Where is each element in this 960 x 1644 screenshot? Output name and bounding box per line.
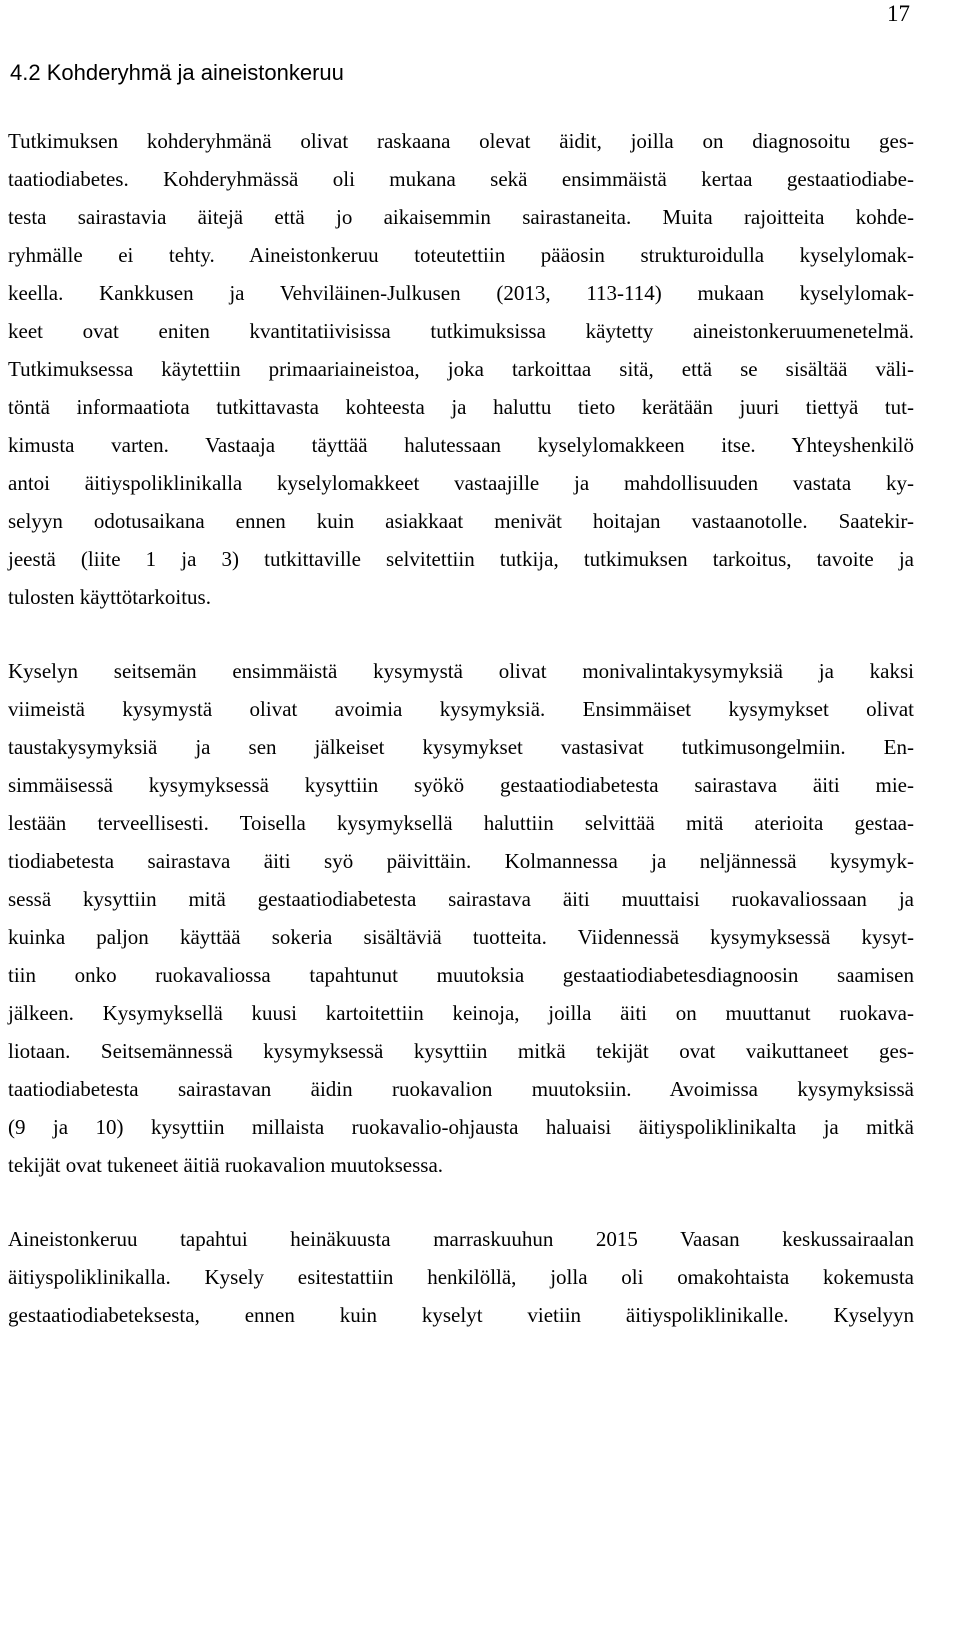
paragraph-line: tiodiabetesta sairastava äiti syö päivittäin. Kolmannessa ja neljännessä kysymyk- <box>8 849 914 873</box>
paragraph-line: Aineistonkeruu tapahtui heinäkuusta marraskuuhun 2015 Vaasan keskussairaalan <box>8 1227 914 1251</box>
paragraph-line: taustakysymyksiä ja sen jälkeiset kysymykset vastasivat tutkimusongelmiin. En- <box>8 735 914 759</box>
paragraph-line: keet ovat eniten kvantitatiivisissa tutkimuksissa käytetty aineistonkeruumenetelmä. <box>8 319 914 343</box>
paragraph-line: tiin onko ruokavaliossa tapahtunut muutoksia gestaatiodiabetesdiagnoosin saamisen <box>8 963 914 987</box>
paragraphs-container <box>8 122 914 1334</box>
paragraph-line: taatiodiabetesta sairastavan äidin ruokavalion muutoksiin. Avoimissa kysymyksissä <box>8 1077 914 1101</box>
paragraph-line: tulosten käyttötarkoitus. <box>8 585 211 609</box>
paragraph-line: Kyselyn seitsemän ensimmäistä kysymystä olivat monivalintakysymyksiä ja kaksi <box>8 659 914 683</box>
paragraph-line: kimusta varten. Vastaaja täyttää halutessaan kyselylomakkeen itse. Yhteyshenkilö <box>8 433 914 457</box>
paragraph-line: jälkeen. Kysymyksellä kuusi kartoitettiin keinoja, joilla äiti on muuttanut ruokava- <box>8 1001 914 1025</box>
paragraph-line: liotaan. Seitsemännessä kysymyksessä kysyttiin mitkä tekijät ovat vaikuttaneet ges- <box>8 1039 914 1063</box>
paragraph-3 <box>8 1220 914 1334</box>
paragraph-line: sessä kysyttiin mitä gestaatiodiabetesta sairastava äiti muuttaisi ruokavaliossaan ja <box>8 887 914 911</box>
paragraph-2 <box>8 652 914 1184</box>
paragraph-line: töntä informaatiota tutkittavasta kohteesta ja haluttu tieto kerätään juuri tiettyä tut- <box>8 395 914 419</box>
section-heading: 4.2 Kohderyhmä ja aineistonkeruu <box>10 60 344 85</box>
paragraph-line: simmäisessä kysymyksessä kysyttiin syökö gestaatiodiabetesta sairastava äiti mie- <box>8 773 914 797</box>
document-body <box>8 58 914 1334</box>
paragraph-line: ryhmälle ei tehty. Aineistonkeruu toteutettiin pääosin strukturoidulla kyselylomak- <box>8 243 914 267</box>
paragraph-line: tekijät ovat tukeneet äitiä ruokavalion muutoksessa. <box>8 1153 444 1177</box>
paragraph-line: Tutkimuksen kohderyhmänä olivat raskaana olevat äidit, joilla on diagnosoitu ges- <box>8 129 914 153</box>
paragraph-line: Tutkimuksessa käytettiin primaariaineistoa, joka tarkoittaa sitä, että se sisältää väli- <box>8 357 914 381</box>
paragraph-line: gestaatiodiabeteksesta, ennen kuin kyselyt vietiin äitiyspoliklinikalle. Kyselyyn <box>8 1303 914 1327</box>
paragraph-line: (9 ja 10) kysyttiin millaista ruokavalio-ohjausta haluaisi äitiyspoliklinikalta ja mitkä <box>8 1115 914 1139</box>
paragraph-line: taatiodiabetes. Kohderyhmässä oli mukana sekä ensimmäistä kertaa gestaatiodiabe- <box>8 167 914 191</box>
paragraph-line: viimeistä kysymystä olivat avoimia kysymyksiä. Ensimmäiset kysymykset olivat <box>8 697 914 721</box>
paragraph-line: antoi äitiyspoliklinikalla kyselylomakkeet vastaajille ja mahdollisuuden vastata ky- <box>8 471 914 495</box>
page-number: 17 <box>887 1 910 26</box>
paragraph-line: testa sairastavia äitejä että jo aikaisemmin sairastaneita. Muita rajoitteita kohde- <box>8 205 914 229</box>
paragraph-line: kuinka paljon käyttää sokeria sisältäviä tuotteita. Viidennessä kysymyksessä kysyt- <box>8 925 914 949</box>
paragraph-line: äitiyspoliklinikalla. Kysely esitestattiin henkilöllä, jolla oli omakohtaista kokemusta <box>8 1265 914 1289</box>
paragraph-line: lestään terveellisesti. Toisella kysymyksellä haluttiin selvittää mitä aterioita gestaa- <box>8 811 914 835</box>
paragraph-line: selyyn odotusaikana ennen kuin asiakkaat menivät hoitajan vastaanotolle. Saatekir- <box>8 509 914 533</box>
paragraph-line: keella. Kankkusen ja Vehviläinen-Julkusen (2013, 113-114) mukaan kyselylomak- <box>8 281 914 305</box>
paragraph-line: jeestä (liite 1 ja 3) tutkittaville selvitettiin tutkija, tutkimuksen tarkoitus, tavoite ja <box>8 547 914 571</box>
paragraph-1 <box>8 122 914 616</box>
